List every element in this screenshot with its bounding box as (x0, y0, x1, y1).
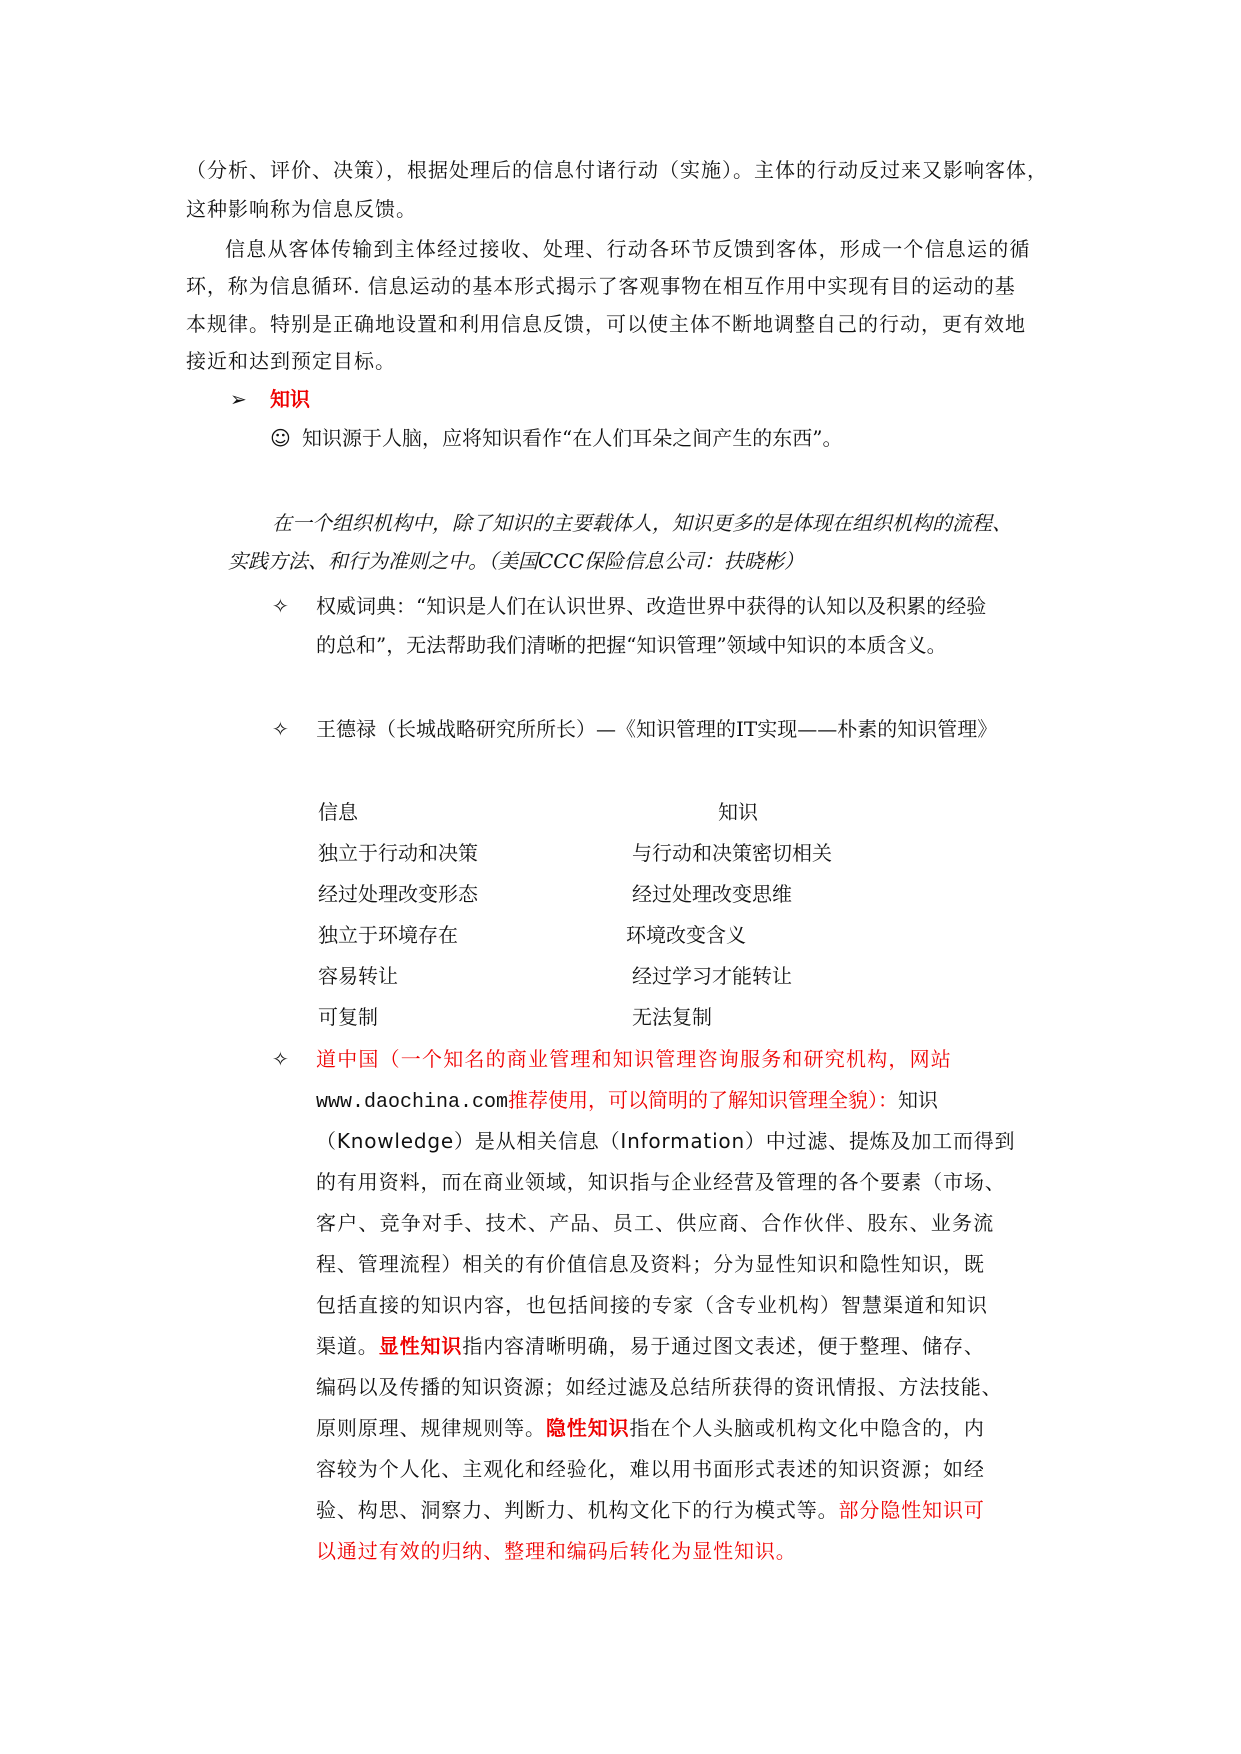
arrow-bullet-icon: ➢ (230, 387, 247, 411)
table-cell: 独立于环境存在 (318, 923, 458, 947)
item3-line: 客户、竞争对手、技术、产品、员工、供应商、合作伙伴、股东、业务流 (316, 1211, 995, 1235)
term-tacit-knowledge: 隐性知识 (545, 1416, 630, 1440)
item3-line: 的有用资料，而在商业领域，知识指与企业经营及管理的各个要素（市场、 (316, 1170, 1006, 1194)
quote-line: 在一个组织机构中，除了知识的主要载体人，知识更多的是体现在组织机构的流程、 (272, 511, 1012, 535)
website-url: www.daochina.com (316, 1091, 509, 1114)
item3-line (316, 1407, 985, 1449)
diamond-bullet-icon: ✧ (272, 717, 289, 741)
item3-line (316, 1079, 938, 1124)
paragraph-line: 这种影响称为信息反馈。 (186, 197, 417, 221)
quote-line: 实践方法、和行为准则之中。（美国CCC保险信息公司：扶晓彬） (228, 549, 804, 573)
table-cell: 无法复制 (632, 1005, 712, 1029)
paragraph-line: 本规律。特别是正确地设置和利用信息反馈，可以使主体不断地调整自己的行动，更有效地 (186, 312, 1026, 336)
item3-text: 原则原理、规律规则等。 (316, 1416, 546, 1440)
smiley-icon: ☺ (270, 426, 291, 450)
table-cell: 经过处理改变形态 (318, 882, 478, 906)
item3-text: （ (316, 1129, 337, 1153)
item3-line: 道中国（一个知名的商业管理和知识管理咨询服务和研究机构，网站 (316, 1047, 952, 1071)
item3-line: 程、管理流程）相关的有价值信息及资料；分为显性知识和隐性知识，既 (316, 1252, 985, 1276)
item-line: 权威词典：“知识是人们在认识世界、改造世界中获得的认知以及积累的经验 (316, 594, 987, 618)
item-line: 的总和”，无法帮助我们清晰的把握“知识管理”领域中知识的本质含义。 (316, 633, 947, 657)
paragraph-line: （分析、评价、决策），根据处理后的信息付诸行动（实施）。主体的行动反过来又影响客体， (186, 158, 1048, 182)
term-knowledge: Knowledge (336, 1129, 454, 1153)
term-explicit-knowledge: 显性知识 (378, 1334, 463, 1358)
item3-line (316, 1325, 985, 1367)
item3-red-text: 部分隐性知识可 (838, 1498, 985, 1522)
item3-text: ）是从相关信息（ (453, 1129, 621, 1153)
item3-text: 渠道。 (316, 1334, 379, 1358)
table-cell: 经过处理改变思维 (632, 882, 792, 906)
item3-text: 指内容清晰明确，易于通过图文表述，便于整理、储存、 (462, 1334, 985, 1358)
table-cell: 容易转让 (318, 964, 398, 988)
paragraph-line: 接近和达到预定目标。 (186, 349, 396, 373)
paragraph-line: 环，称为信息循环. 信息运动的基本形式揭示了客观事物在相互作用中实现有目的运动的基 (186, 274, 1016, 298)
item3-line (316, 1120, 1015, 1162)
item3-red-text: 推荐使用，可以简明的了解知识管理全貌）： (508, 1088, 899, 1112)
term-information: Information (620, 1129, 745, 1153)
item3-line: 以通过有效的归纳、整理和编码后转化为显性知识。 (316, 1539, 797, 1563)
smiley-text: 知识源于人脑，应将知识看作“在人们耳朵之间产生的东西”。 (302, 426, 843, 450)
item3-text: 指在个人头脑或机构文化中隐含的，内 (629, 1416, 985, 1440)
table-header-info: 信息 (318, 800, 358, 824)
item-line: 王德禄（长城战略研究所所长）—《知识管理的IT实现——朴素的知识管理》 (316, 717, 998, 741)
item3-line: 编码以及传播的知识资源；如经过滤及总结所获得的资讯情报、方法技能、 (316, 1375, 1003, 1399)
table-cell: 环境改变含义 (626, 923, 746, 947)
diamond-bullet-icon: ✧ (272, 594, 289, 618)
diamond-bullet-icon: ✧ (272, 1047, 289, 1071)
table-cell: 与行动和决策密切相关 (632, 841, 832, 865)
item3-text: 验、构思、洞察力、判断力、机构文化下的行为模式等。 (316, 1498, 839, 1522)
item3-text: 知识 (898, 1088, 939, 1112)
item3-line: 包括直接的知识内容，也包括间接的专家（含专业机构）智慧渠道和知识 (316, 1293, 988, 1317)
item3-line (316, 1489, 985, 1531)
item3-text: ）中过滤、提炼及加工而得到 (744, 1129, 1016, 1153)
table-cell: 经过学习才能转让 (632, 964, 792, 988)
table-cell: 可复制 (318, 1005, 378, 1029)
item3-line: 容较为个人化、主观化和经验化，难以用书面形式表述的知识资源；如经 (316, 1457, 985, 1481)
table-header-knowledge: 知识 (718, 800, 758, 824)
section-title: 知识 (270, 387, 310, 411)
table-cell: 独立于行动和决策 (318, 841, 478, 865)
paragraph-line: 信息从客体传输到主体经过接收、处理、行动各环节反馈到客体，形成一个信息运的循 (225, 237, 1031, 261)
